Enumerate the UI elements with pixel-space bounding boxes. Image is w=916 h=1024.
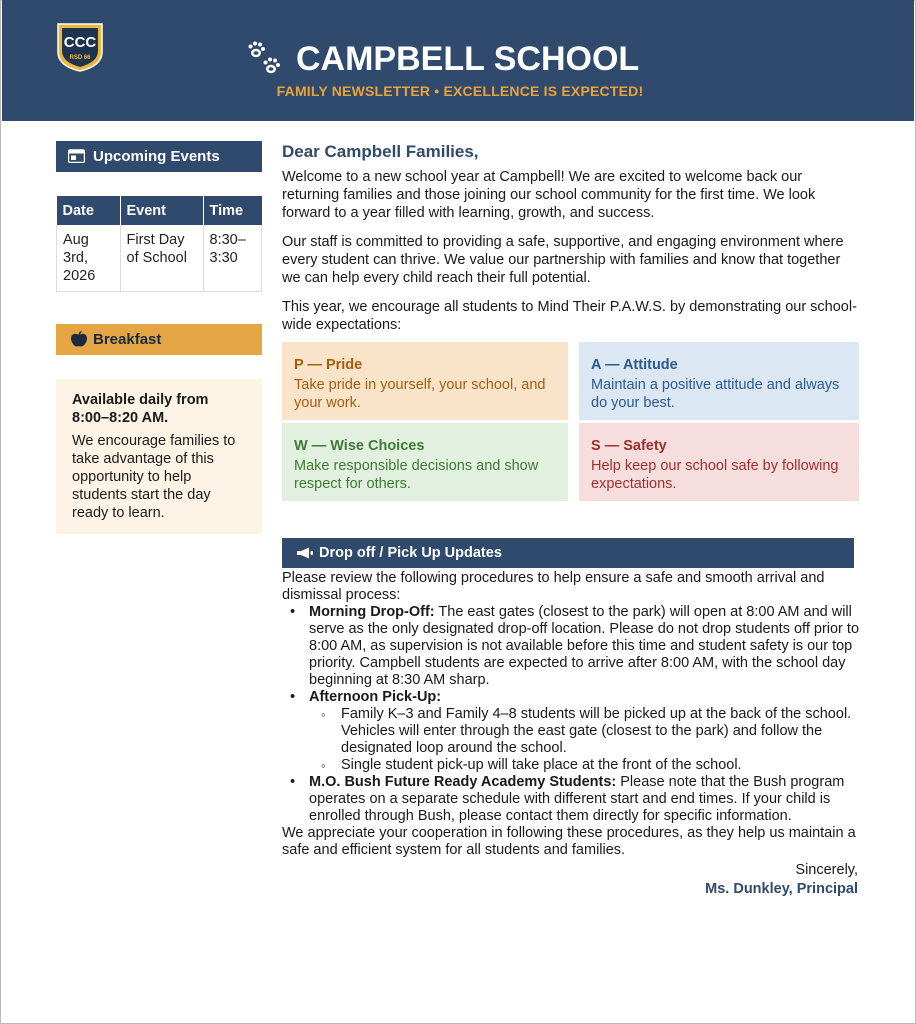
paws-attitude-heading: A — Attitude [591,357,678,373]
bush-academy-text: Please note that the Bush program operates on a separate schedule with different start and end times. If your child is enrolled through Bush, please contact them directly for specific information. [309,774,845,824]
list-item: ◦ Single student pick-up will take place at the front of the school. [341,757,862,774]
morning-dropoff-text: The east gates (closest to the park) will open at 8:00 AM and will serve as the only designated drop-off location. Please do not drop students off prior to 8:00 AM, as supervision is not available before this time and student safety is our top priority. Campbell students are expected to arrive after 8:00 AM, with the school day beginning at 8:30 AM sharp. [309,604,860,688]
paws-safety-card [579,423,859,501]
breakfast-title: Breakfast [93,331,162,348]
dropoff-heading [282,538,854,568]
events-table [56,196,262,292]
newsletter-header [2,0,914,121]
morning-dropoff-label: Morning Drop-Off: [309,604,435,620]
calendar-icon [68,149,85,163]
paw-prints-icon [246,40,286,80]
paws-expectations-grid [282,342,859,500]
paws-pride-text: Take pride in yourself, your school, and your work. [294,377,546,411]
paws-wise-choices-card [282,423,568,501]
dropoff-closing: We appreciate your cooperation in following these procedures, as they help us maintain a safe and efficient system for all students and families. [282,825,856,858]
paws-pride-card [282,342,568,420]
paws-attitude-text: Maintain a positive attitude and always do your best. [591,377,840,411]
paws-attitude-card [579,342,859,420]
event-date: Aug 3rd, 2026 [57,225,121,292]
list-item: ◦ Family K–3 and Family 4–8 students will be picked up at the back of the school. Vehicles will enter through the east gate (closest to the park) and follow the designated loop around the school. [341,706,862,757]
list-item [309,689,862,774]
newsletter-subtitle: FAMILY NEWSLETTER • EXCELLENCE IS EXPECTED! [276,83,644,99]
paws-wise-choices-text: Make responsible decisions and show respect for others. [294,458,539,492]
events-col-date: Date [57,196,121,225]
dropoff-list [282,604,862,825]
logo-text: CCC [63,34,97,51]
dropoff-intro: Please review the following procedures to help ensure a safe and smooth arrival and dismissal process: [282,570,825,603]
events-col-time: Time [203,196,262,225]
afternoon-pickup-sublist [309,706,862,774]
paws-pride-heading: P — Pride [294,357,363,373]
school-title: CAMPBELL SCHOOL [296,40,640,78]
signature-name: Ms. Dunkley, Principal [705,881,858,897]
breakfast-text: We encourage families to take advantage of this opportunity to help students start the day ready to learn. [72,433,236,521]
list-item [309,774,862,825]
megaphone-icon [296,547,314,559]
event-name: First Day of School [120,225,203,292]
paws-safety-text: Help keep our school safe by following expectations. [591,458,839,492]
breakfast-hours: Available daily from 8:00–8:20 AM. [72,392,209,426]
paws-safety-heading: S — Safety [591,438,667,454]
afternoon-pickup-label: Afternoon Pick-Up: [309,689,442,705]
letter-greeting: Dear Campbell Families, [282,142,479,161]
breakfast-heading [56,324,262,355]
events-col-event: Event [120,196,203,225]
letter-paragraph-1: Welcome to a new school year at Campbell! We are excited to welcome back our returning families and those joining our school community for the first time. We look forward to a year filled with learning, growth, and success. [282,169,816,221]
school-crest-logo [56,22,104,72]
list-item [309,604,862,689]
letter-paragraph-2: Our staff is committed to providing a safe, supportive, and engaging environment where every student can thrive. We value our partnership with families and know that together we can help every child reach their full potential. [282,234,844,286]
event-time: 8:30–3:30 [203,225,262,292]
dropoff-title: Drop off / Pick Up Updates [319,545,502,561]
upcoming-events-title: Upcoming Events [93,148,220,165]
paws-wise-choices-heading: W — Wise Choices [294,438,425,454]
bush-academy-label: M.O. Bush Future Ready Academy Students: [309,774,617,790]
upcoming-events-heading [56,141,262,172]
dropoff-body [282,570,862,859]
table-row [57,225,262,292]
letter-paragraph-3: This year, we encourage all students to Mind Their P.A.W.S. by demonstrating our school-wide expectations: [282,299,857,333]
signature-closing: Sincerely, [795,862,858,878]
logo-subtext: RSD 66 [69,55,91,61]
apple-icon [70,331,88,348]
breakfast-info-box [56,379,262,534]
